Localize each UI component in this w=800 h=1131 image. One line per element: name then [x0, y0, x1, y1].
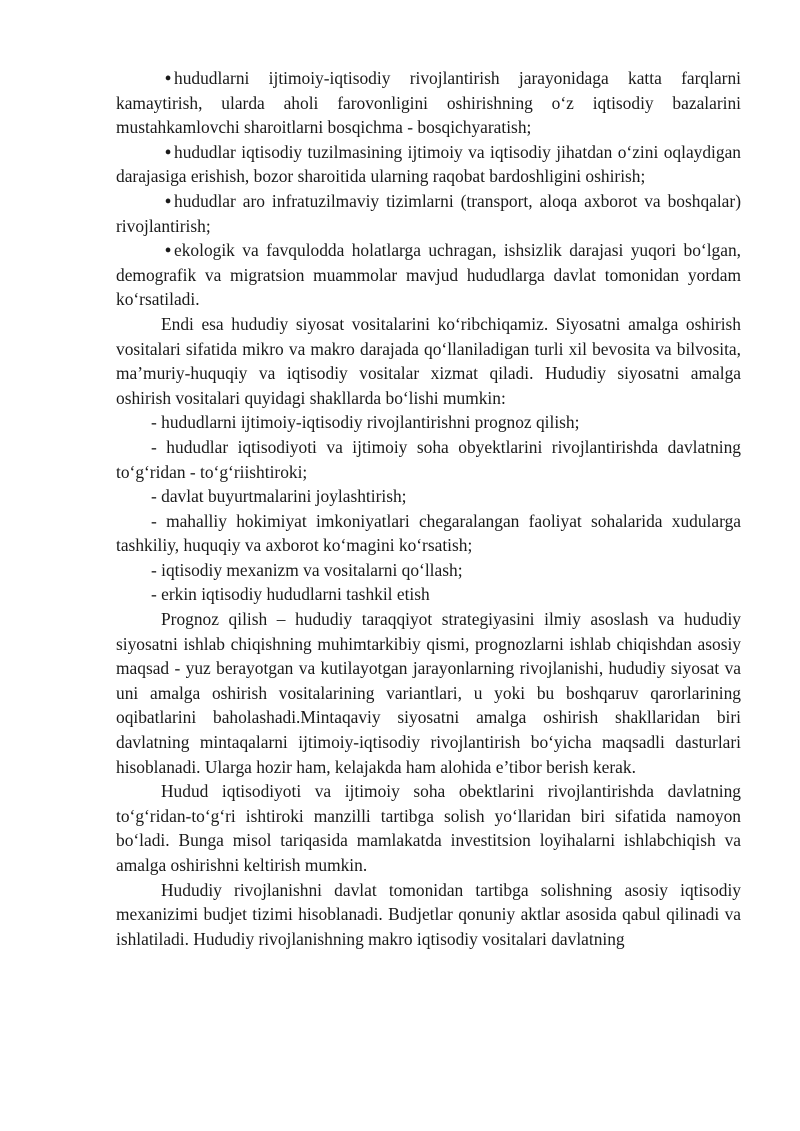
intro-paragraph: Endi esa hududiy siyosat vositalarini ko‘ribchiqamiz. Siyosatni amalga oshirish vositalari sifatida mikro va makro darajada qo‘llaniladigan turli xil bevosita va bilvosita, ma’muriy-huquqiy va iqtisodiy vositalar xizmat qiladi. Hududiy siyosatni amalga oshirish vositalari quyidagi shakllarda bo‘lishi mumkin:	[116, 313, 741, 408]
dash-item: - mahalliy hokimiyat imkoniyatlari chegaralangan faoliyat sohalarida xudularga tashkiliy, huquqiy va axborot ko‘magini ko‘rsatish;	[116, 510, 741, 556]
bullet-text: hududlar iqtisodiy tuzilmasining ijtimoiy va iqtisodiy jihatdan o‘zini oqlaydigan darajasiga erishish, bozor sharoitida ularning raqobat bardoshligini oshirish;	[116, 141, 741, 187]
bullet-dot-icon: •	[165, 68, 172, 88]
bullet-dot-icon: •	[165, 141, 172, 162]
bullet-item	[116, 189, 741, 238]
dash-item: - hududlarni ijtimoiy-iqtisodiy rivojlantirishni prognoz qilish;	[151, 412, 580, 433]
bullet-item	[116, 140, 741, 189]
dash-item: - hududlar iqtisodiyoti va ijtimoiy soha obyektlarini rivojlantirishda davlatning to‘g‘ridan - to‘g‘riishtiroki;	[116, 436, 741, 482]
dash-item: - davlat buyurtmalarini joylashtirish;	[151, 486, 407, 507]
bullet-dot-icon: •	[165, 190, 172, 211]
dash-item: - iqtisodiy mexanizm va vositalarni qo‘llash;	[151, 559, 463, 580]
body-paragraph: Prognoz qilish – hududiy taraqqiyot strategiyasini ilmiy asoslash va hududiy siyosatni ishlab chiqishning muhimtarkibiy qismi, prognozlarni ishlab chiqishdan asosiy maqsad - yuz berayotgan va kutilayotgan jarayonlarning rivojlanishi, hududiy siyosat va uni amalga oshirish vositalarining variantlari, u yoki bu boshqaruv qarorlarining oqibatlarini baholashadi.Mintaqaviy siyosatni amalga oshirish shakllaridan biri davlatning mintaqalarni ijtimoiy-iqtisodiy rivojlantirish bo‘yicha maqsadli dasturlari hisoblanadi. Ularga hozir ham, kelajakda ham alohida e’tibor berish kerak.	[116, 609, 741, 777]
document-page	[116, 66, 741, 951]
bullet-text: hududlar aro infratuzilmaviy tizimlarni (transport, aloqa axborot va boshqalar) rivojlantirish;	[116, 190, 741, 236]
bullet-item	[116, 238, 741, 312]
bullet-item	[116, 66, 741, 140]
bullet-text: ekologik va favqulodda holatlarga uchragan, ishsizlik darajasi yuqori bo‘lgan, demografik va migratsion muammolar mavjud hududlarga davlat tomonidan yordam ko‘rsatiladi.	[116, 240, 741, 310]
dash-item: - erkin iqtisodiy hududlarni tashkil etish	[151, 584, 430, 605]
bullet-text: hududlarni ijtimoiy-iqtisodiy rivojlantirish jarayonidaga katta farqlarni kamaytirish, ularda aholi farovonligini oshirishning o‘z iqtisodiy bazalarini mustahkamlovchi sharoitlarni bosqichma - bosqichyaratish;	[116, 68, 741, 138]
body-paragraph: Hudud iqtisodiyoti va ijtimoiy soha obektlarini rivojlantirishda davlatning to‘g‘ridan-to‘g‘ri ishtiroki manzilli tartibga solish yo‘llaridan biri sifatida namoyon bo‘ladi. Bunga misol tariqasida mamlakatda investitsion loyihalarni ishlabchiqish va amalga oshirishni keltirish mumkin.	[116, 781, 741, 875]
body-paragraph: Hududiy rivojlanishni davlat tomonidan tartibga solishning asosiy iqtisodiy mexanizimi budjet tizimi hisoblanadi. Budjetlar qonuniy aktlar asosida qabul qilinadi va ishlatiladi. Hududiy rivojlanishning makro iqtisodiy vositalari davlatning	[116, 879, 741, 949]
bullet-dot-icon: •	[165, 240, 172, 261]
